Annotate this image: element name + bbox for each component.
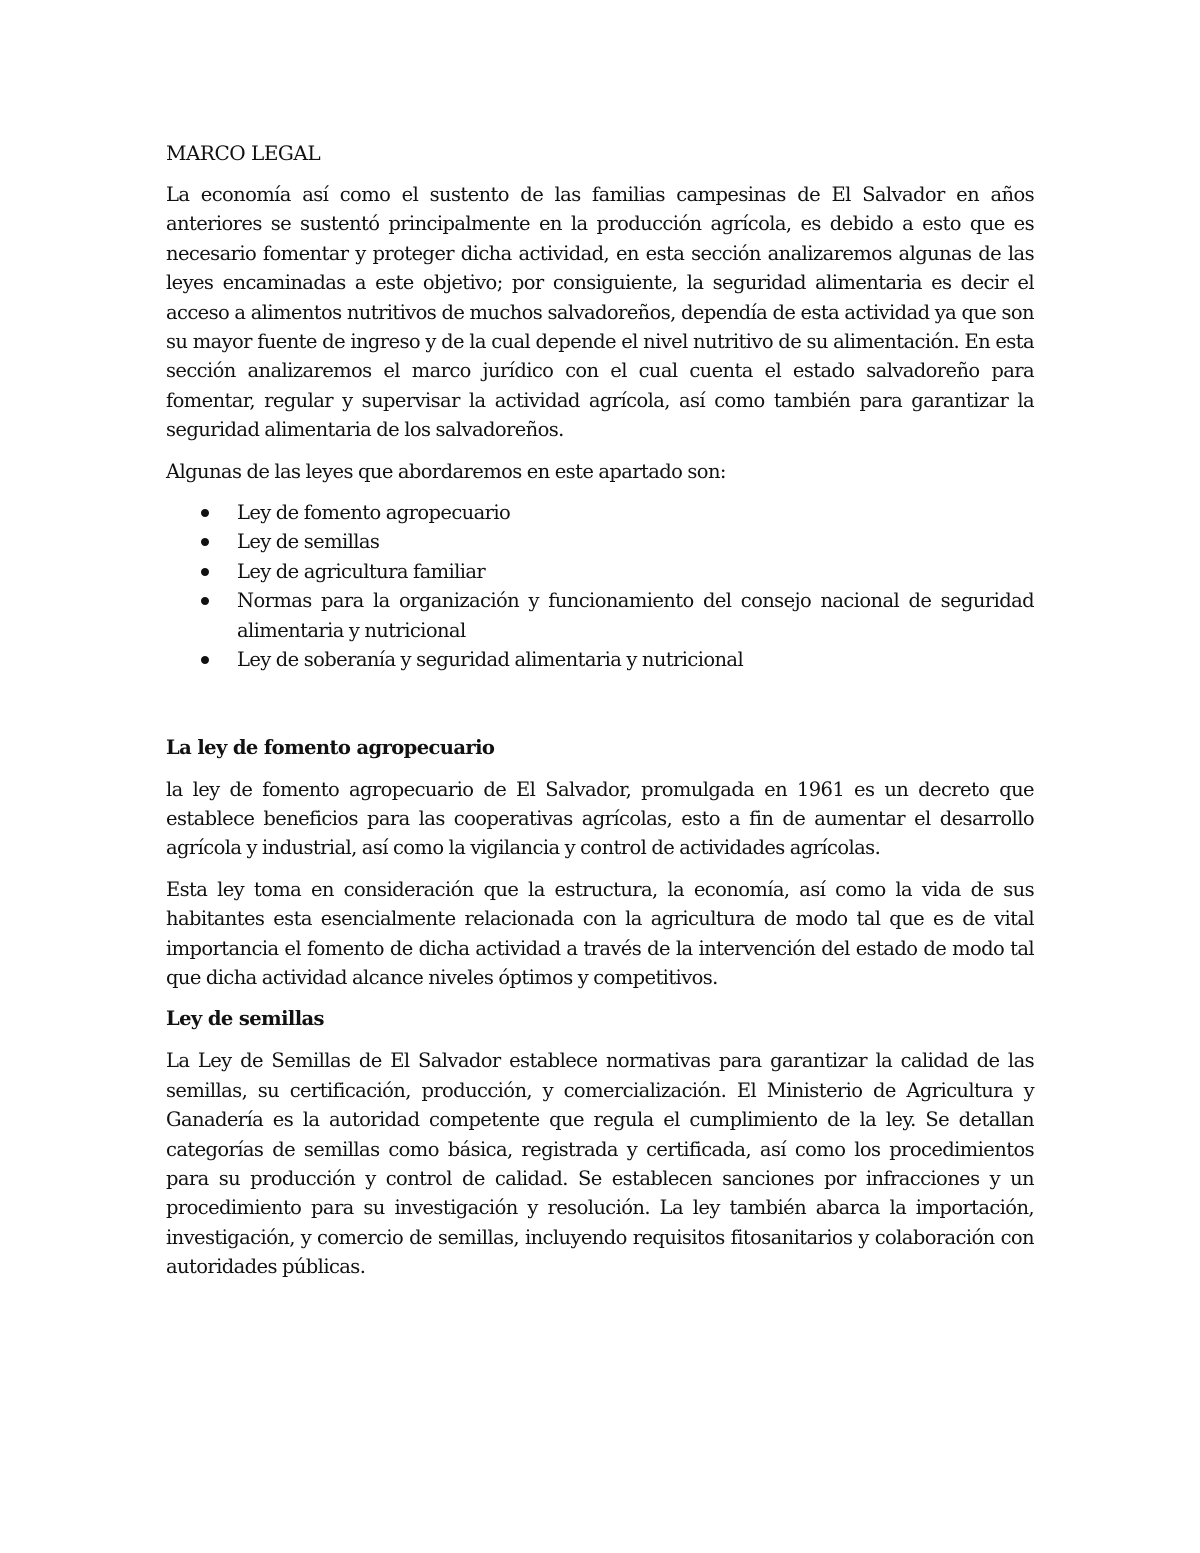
fomento-paragraph-1: la ley de fomento agropecuario de El Salvador, promulgada en 1961 es un decreto que establece beneficios para las cooperativas agrícolas, esto a fin de aumentar el desarrollo agrícola y industrial, así como la vigilancia y control de actividades agrícolas. [166, 777, 1034, 860]
semillas-paragraph-1: La Ley de Semillas de El Salvador establece normativas para garantizar la calidad de las semillas, su certificación, producción, y comercialización. El Ministerio de Agricultura y Ganadería es la autoridad competente que regula el cumplimiento de la ley. Se detallan categorías de semillas como básica, registrada y certificada, así como los procedimientos para su producción y control de calidad. Se establecen sanciones por infracciones y un procedimiento para su investigación y resolución. La ley también abarca la importación, investigación, y comercio de semillas, incluyendo requisitos fitosanitarios y colaboración con autoridades públicas. [166, 1049, 1034, 1279]
list-item [166, 527, 1034, 556]
bullet-icon [201, 538, 209, 546]
bullet-icon [201, 656, 209, 664]
document-title: MARCO LEGAL [166, 141, 321, 165]
bullet-icon [201, 597, 209, 605]
list-item [166, 645, 1034, 674]
list-item [166, 557, 1034, 586]
laws-list [166, 498, 1034, 674]
section-heading-fomento: La ley de fomento agropecuario [166, 735, 495, 759]
list-item [166, 586, 1034, 645]
list-item-text: Ley de agricultura familiar [237, 559, 486, 583]
list-item [166, 498, 1034, 527]
section-heading-semillas: Ley de semillas [166, 1007, 324, 1031]
fomento-paragraph-2: Esta ley toma en consideración que la estructura, la economía, así como la vida de sus habitantes esta esencialmente relacionada con la agricultura de modo tal que es de vital importancia el fomento de dicha actividad a través de la intervención del estado de modo tal que dicha actividad alcance niveles óptimos y competitivos. [166, 877, 1034, 989]
list-item-text: Ley de semillas [237, 530, 380, 554]
bullet-icon [201, 509, 209, 517]
list-item-text: Normas para la organización y funcionamiento del consejo nacional de seguridad alimentaria y nutricional [237, 589, 1034, 642]
list-item-text: Ley de fomento agropecuario [237, 501, 511, 525]
intro-paragraph: La economía así como el sustento de las familias campesinas de El Salvador en años anteriores se sustentó principalmente en la producción agrícola, es debido a esto que es necesario fomentar y proteger dicha actividad, en esta sección analizaremos algunas de las leyes encaminadas a este objetivo; por consiguiente, la seguridad alimentaria es decir el acceso a alimentos nutritivos de muchos salvadoreños, dependía de esta actividad ya que son su mayor fuente de ingreso y de la cual depende el nivel nutritivo de su alimentación. En esta sección analizaremos el marco jurídico con el cual cuenta el estado salvadoreño para fomentar, regular y supervisar la actividad agrícola, así como también para garantizar la seguridad alimentaria de los salvadoreños. [166, 183, 1034, 442]
section-spacer [166, 675, 1034, 733]
list-item-text: Ley de soberanía y seguridad alimentaria y nutricional [237, 648, 744, 672]
list-intro: Algunas de las leyes que abordaremos en este apartado son: [166, 459, 726, 483]
bullet-icon [201, 568, 209, 576]
document-page [166, 138, 1034, 1294]
